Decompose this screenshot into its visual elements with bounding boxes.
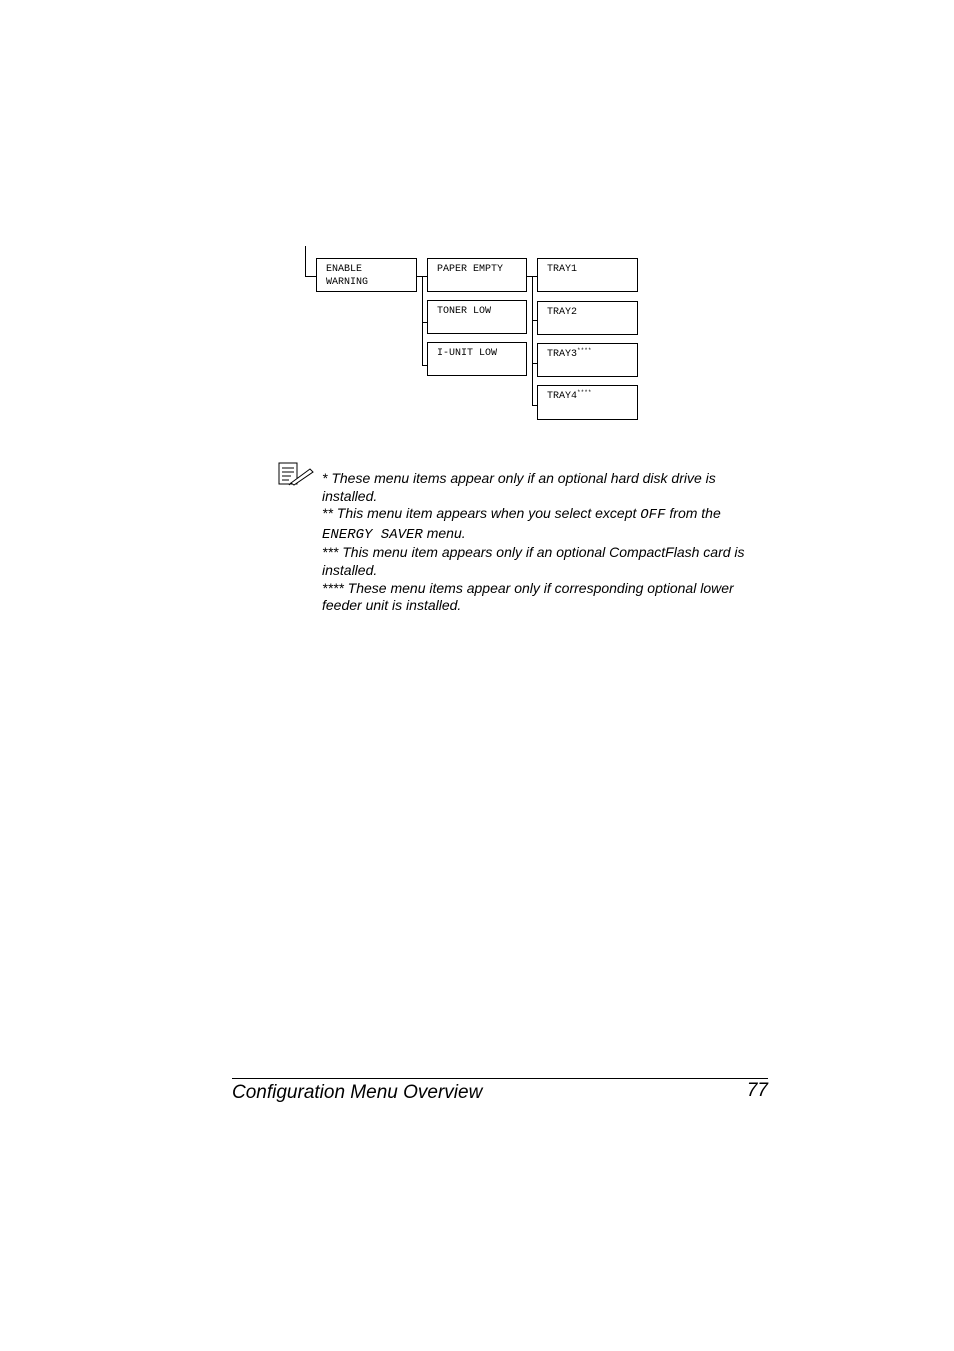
page-number: 77 xyxy=(746,1080,768,1101)
footnotes xyxy=(322,470,767,615)
menu-item-paper-empty: PAPER EMPTY xyxy=(427,258,527,292)
menu-item-tray1 xyxy=(537,258,638,292)
footnote-2 xyxy=(322,505,767,544)
footnote-2-text: from the xyxy=(665,505,721,522)
footnote-2-text: ** This menu item appears when you select except xyxy=(322,505,641,522)
footnote-2-text: menu. xyxy=(422,524,466,541)
tree-line-level3-vertical xyxy=(532,276,533,406)
note-pencil-icon xyxy=(278,462,314,486)
menu-item-i-unit-low: I-UNIT LOW xyxy=(427,342,527,376)
tree-line-parent-vertical xyxy=(305,246,306,276)
menu-item-label: TRAY3 xyxy=(547,349,578,360)
footer-rule xyxy=(232,1078,768,1079)
energy-saver-menu: ENERGY SAVER xyxy=(322,526,423,543)
footnote-4: **** These menu items appear only if corresponding optional lower feeder unit is installed. xyxy=(322,579,734,614)
menu-item-tray3 xyxy=(537,343,638,377)
footnote-1: * These menu items appear only if an optional hard disk drive is installed. xyxy=(322,470,716,504)
menu-item-tray2 xyxy=(537,301,638,335)
menu-item-enable-warning: ENABLE WARNING xyxy=(316,258,417,292)
off-value: OFF xyxy=(640,507,666,524)
footer-title: Configuration Menu Overview xyxy=(232,1082,483,1103)
footnote-3: *** This menu item appears only if an optional CompactFlash card is installed. xyxy=(322,544,745,578)
tree-line-parent-horizontal xyxy=(305,276,316,277)
tree-line-level2-vertical xyxy=(422,276,423,366)
menu-item-label: TRAY4 xyxy=(547,391,578,402)
menu-item-label: TRAY2 xyxy=(547,307,578,318)
menu-item-label: TRAY1 xyxy=(547,264,578,275)
menu-item-toner-low: TONER LOW xyxy=(427,300,527,334)
footnote-marker: **** xyxy=(577,347,592,354)
menu-item-tray4 xyxy=(537,385,638,420)
footnote-marker: **** xyxy=(577,389,592,396)
